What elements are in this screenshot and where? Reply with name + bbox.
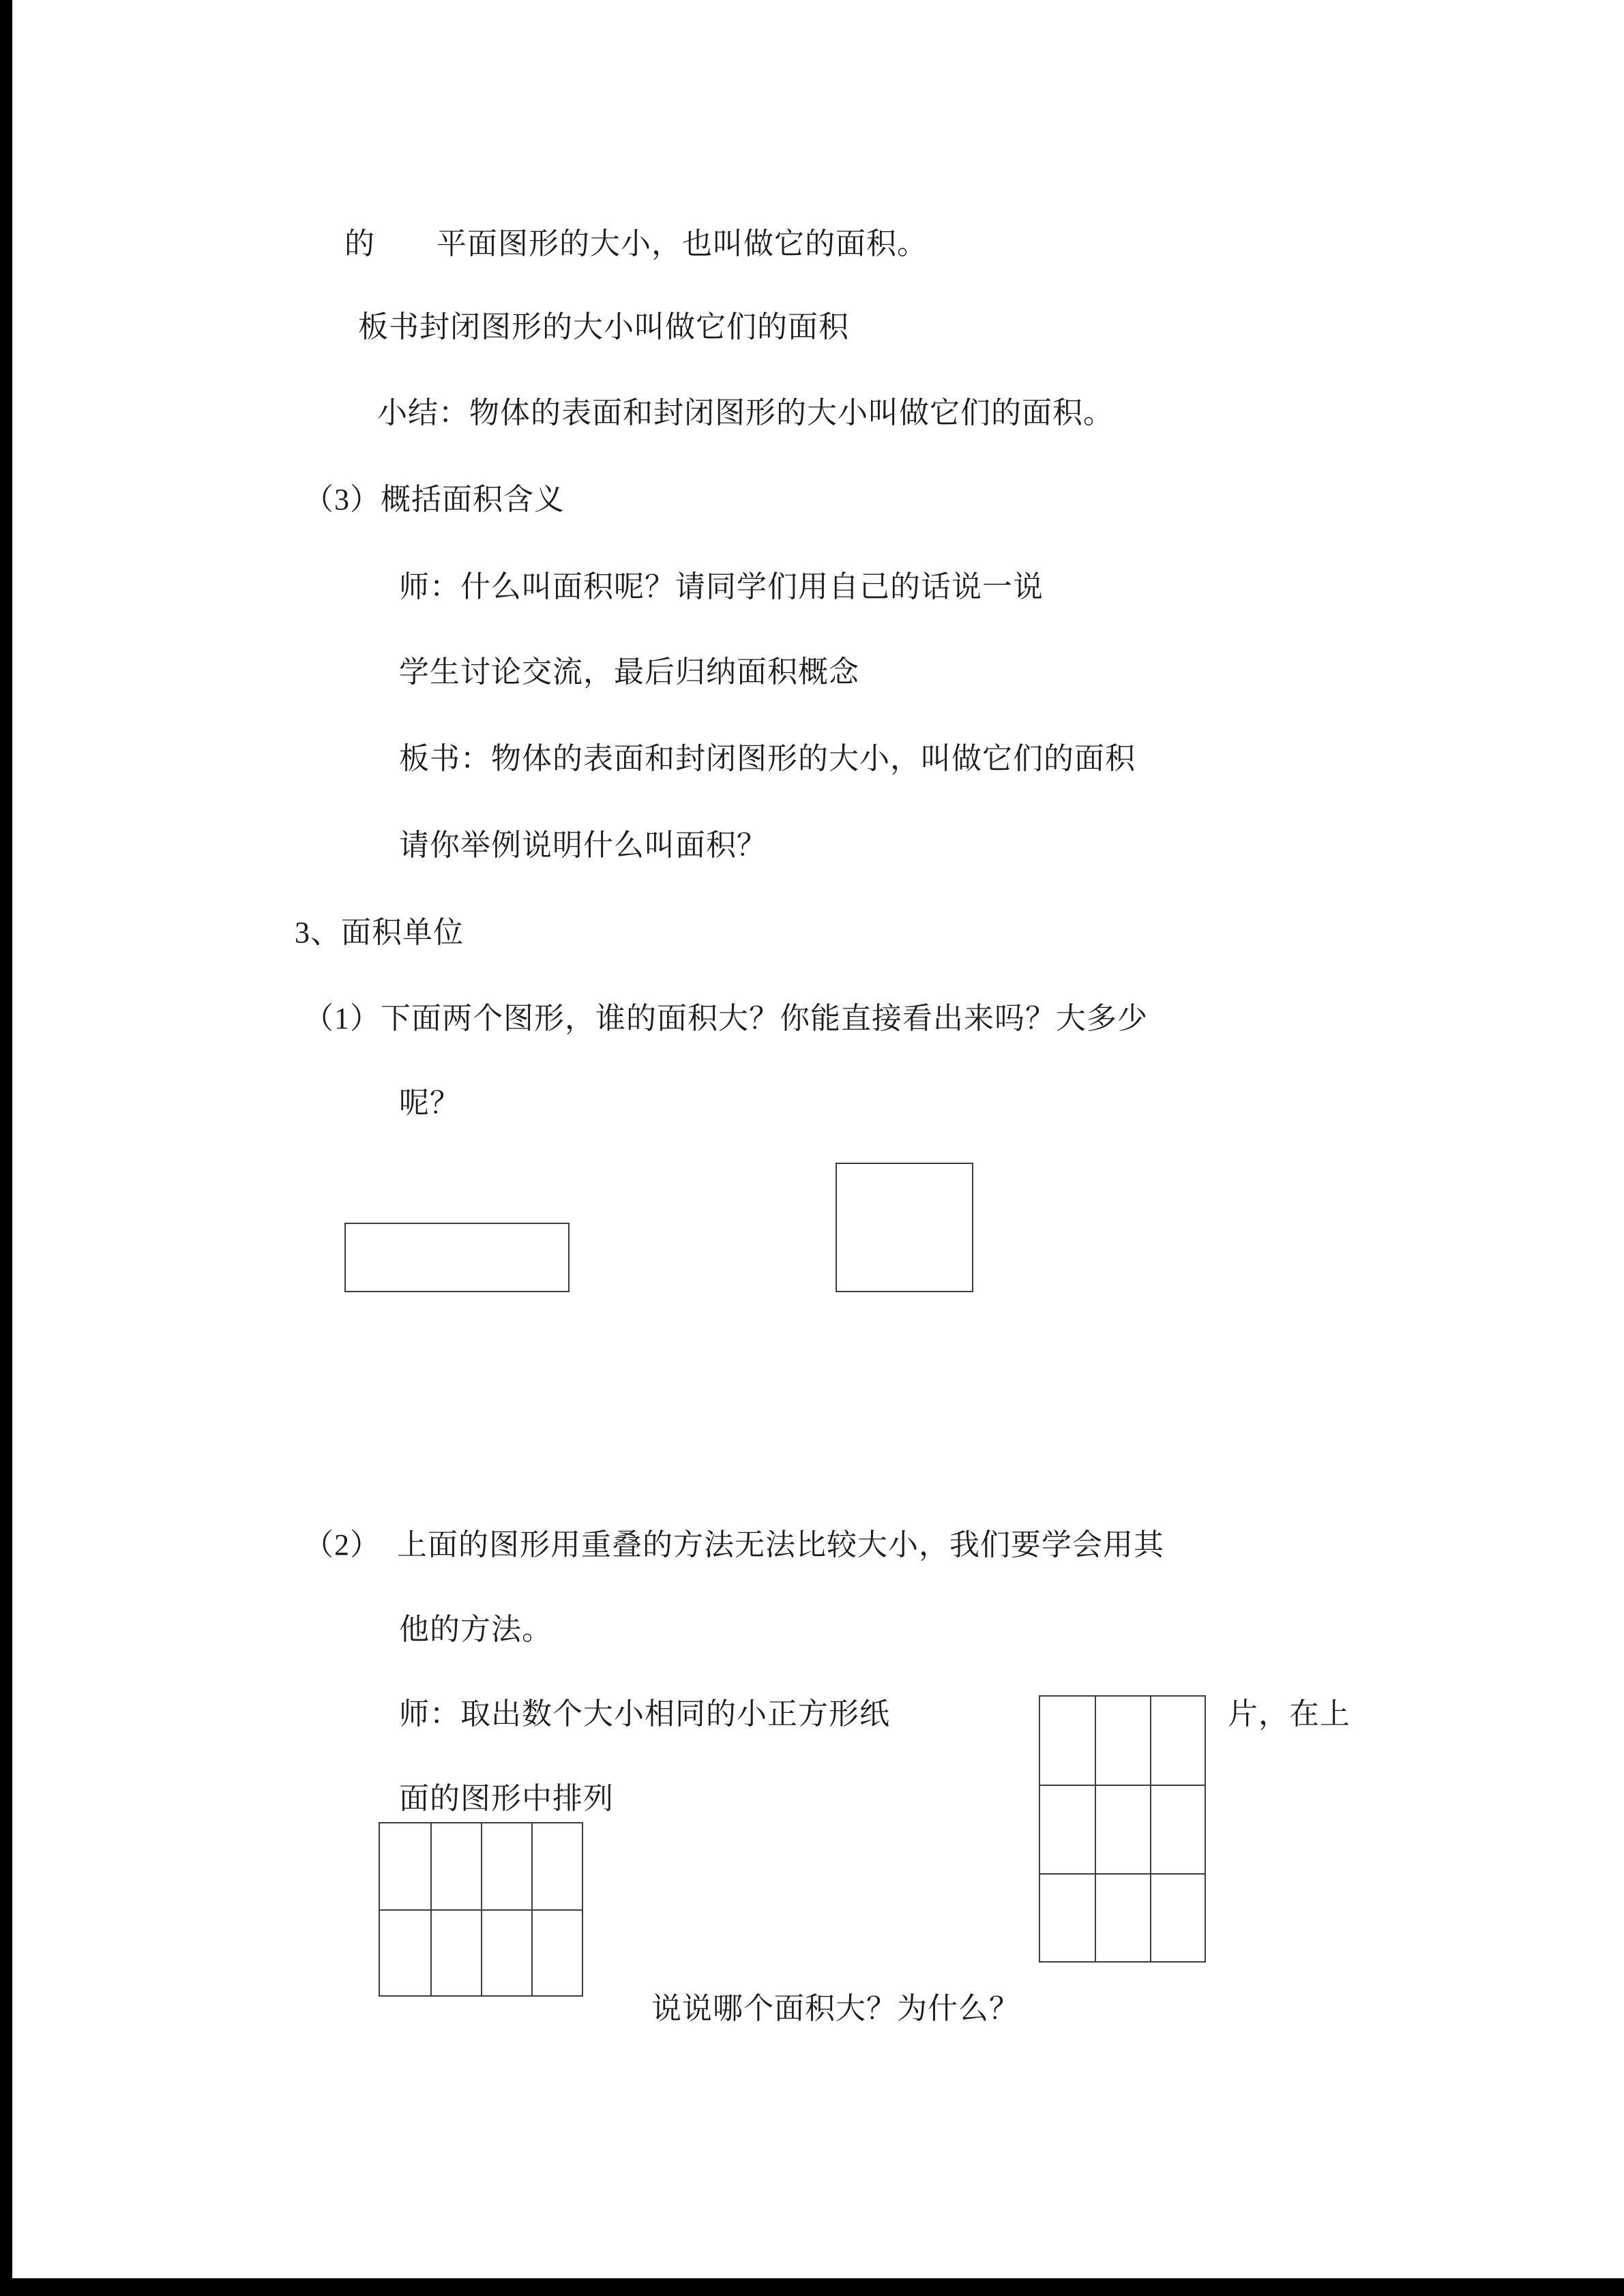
section-heading: 3、面积单位: [295, 916, 464, 949]
scan-edge-bottom: [0, 2278, 1624, 2296]
text-line: 片，在上: [1228, 1697, 1350, 1731]
figure-grid-4x2: [379, 1822, 583, 1997]
text-line: 小结：物体的表面和封闭图形的大小叫做它们的面积。: [377, 396, 1114, 430]
text-line: 师：取出数个大小相同的小正方形纸: [399, 1697, 890, 1731]
text-line: 说说哪个面积大？为什么？: [651, 1992, 1020, 2025]
figure-square: [836, 1163, 973, 1292]
text-line: 的 平面图形的大小，也叫做它的面积。: [344, 227, 928, 260]
text-line: 板书封闭图形的大小叫做它们的面积: [358, 310, 849, 344]
text-line: （1）下面两个图形，谁的面积大？你能直接看出来吗？大多少: [304, 1002, 1148, 1035]
scan-edge-left: [0, 0, 12, 2296]
figure-rectangle: [344, 1223, 570, 1292]
text-line: 学生讨论交流，最后归纳面积概念: [399, 655, 859, 689]
text-line: 板书：物体的表面和封闭图形的大小，叫做它们的面积: [399, 742, 1136, 775]
grid-line: [1040, 1873, 1205, 1875]
text-line: 他的方法。: [399, 1613, 552, 1646]
text-line: （3）概括面积含义: [304, 483, 565, 516]
text-line: （2） 上面的图形用重叠的方法无法比较大小，我们要学会用其: [304, 1528, 1164, 1562]
grid-line: [1040, 1785, 1205, 1786]
grid-line: [380, 1909, 582, 1911]
grid-line: [1095, 1697, 1096, 1961]
text-line: 师：什么叫面积呢？请同学们用自己的话说一说: [399, 570, 1044, 603]
text-line: 呢？: [399, 1086, 460, 1120]
text-line: 请你举例说明什么叫面积？: [399, 829, 767, 862]
figure-grid-3x3: [1039, 1695, 1206, 1963]
grid-line: [1150, 1697, 1151, 1961]
text-line: 面的图形中排列: [399, 1782, 614, 1815]
